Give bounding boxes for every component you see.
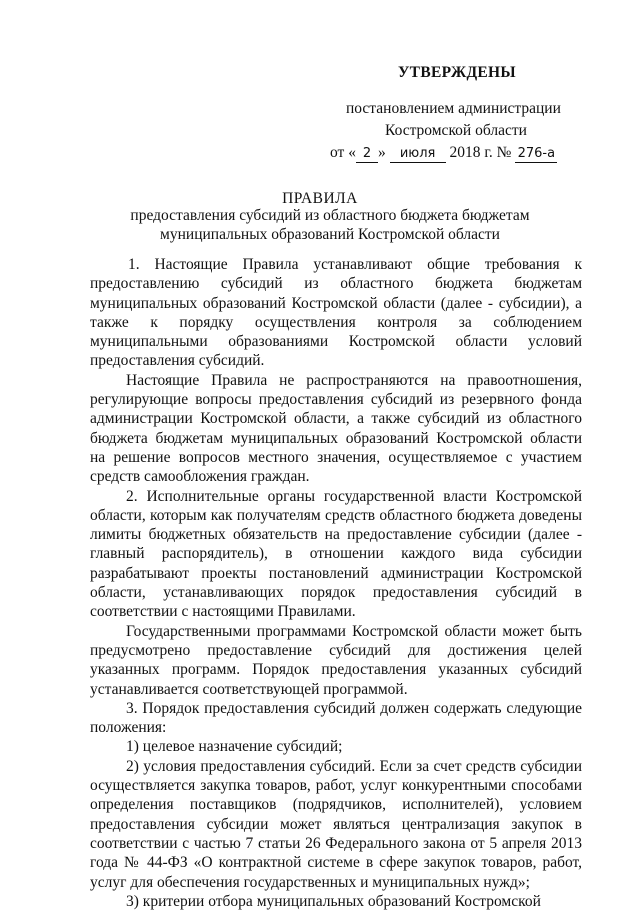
list-item-1: 1) целевое назначение субсидий;: [126, 738, 343, 756]
approval-date-line: [330, 142, 600, 164]
paragraph-1: 1. Настоящие Правила устанавливают общие требования к предоставлению субсидий из областного бюджета бюджетам муниципальных образований Костромской области (далее - субсидии), а также к порядку осуществления контроля за соблюдением муниципальными образованиями Костромской области условий предоставления субсидий.: [90, 256, 582, 370]
approval-block: [330, 62, 600, 164]
date-mid: »: [377, 144, 386, 161]
approval-line-region: Костромской области: [385, 122, 527, 139]
paragraph-4: Государственными программами Костромской области может быть предусмотрено предоставление субсидий для достижения целей указанных программ. Порядок предоставления указанных субсидий устанавливается соответствующей программой.: [90, 622, 582, 698]
date-prefix: от «: [330, 144, 356, 161]
approval-line-decree: постановлением администрации: [346, 100, 561, 117]
document-body: [90, 255, 582, 911]
approval-stamp: УТВЕРЖДЕНЫ: [398, 64, 516, 81]
paragraph-5: 3. Порядок предоставления субсидий должен содержать следующие положения:: [90, 699, 582, 737]
date-month: июля: [390, 146, 446, 163]
date-day: 2: [356, 146, 378, 163]
date-year: 2018 г. №: [449, 144, 512, 161]
list-item-2: 2) условия предоставления субсидий. Если за счет средств субсидии осуществляется закупка товаров, работ, услуг конкурентными способами определения поставщиков (подрядчиков, исполнителей), условием предоставления субсидии может являться централизация закупок в соответствии с частью 7 статьи 26 Федерального закона от 5 апреля 2013 года № 44-ФЗ «О контрактной системе в сфере закупок товаров, работ, услуг для обеспечения государственных и муниципальных нужд»;: [90, 757, 582, 891]
subtitle-line-1: предоставления субсидий из областного бюджета бюджетам: [130, 207, 530, 224]
document-subtitle: [120, 206, 540, 244]
paragraph-2: Настоящие Правила не распространяются на правоотношения, регулирующие вопросы предоставления субсидий из резервного фонда администрации Костромской области, а также субсидий из областного бюджета бюджетам муниципальных образований Костромской области на решение вопросов местного значения, осуществляемое с участием средств самообложения граждан.: [90, 371, 582, 486]
list-item-3: 3) критерии отбора муниципальных образований Костромской: [126, 892, 541, 910]
subtitle-line-2: муниципальных образований Костромской области: [160, 226, 500, 243]
decree-number: 276-а: [515, 146, 557, 163]
document-title: ПРАВИЛА: [282, 190, 358, 207]
paragraph-3: 2. Исполнительные органы государственной власти Костромской области, которым как получателям средств областного бюджета доведены лимиты бюджетных обязательств на предоставление субсидии (далее - главный распорядитель), в отношении каждого вида субсидии разрабатывают проекты постановлений администрации Костромской области, устанавливающих порядок предоставления субсидий в соответствии с настоящими Правилами.: [90, 487, 582, 621]
